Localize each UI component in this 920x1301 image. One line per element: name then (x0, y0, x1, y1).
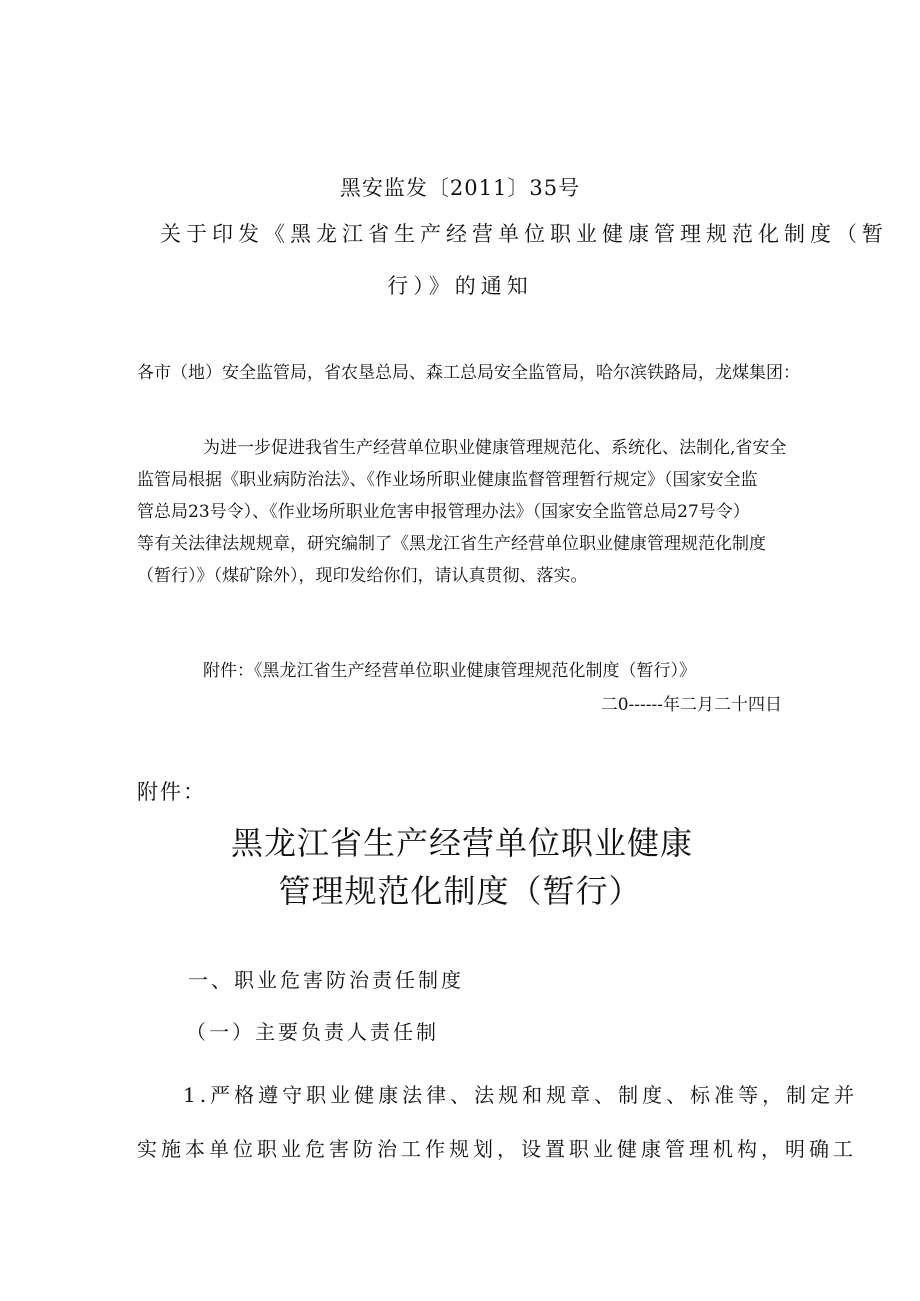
body-line: 管总局23号令）、《作业场所职业危害申报管理办法》（国家安全监管总局27号令） (137, 502, 750, 522)
attachment-title-line-1: 黑龙江省生产经营单位职业健康 (230, 824, 693, 862)
attachment-label: 附件： (137, 780, 206, 804)
notice-title-line-1: 关于印发《黑龙江省生产经营单位职业健康管理规范化制度（暂 (160, 222, 888, 246)
notice-body-paragraph (137, 432, 787, 592)
body-line: 监管局根据《职业病防治法》、《作业场所职业健康监督管理暂行规定》（国家安全监 (137, 470, 758, 490)
attachment-title-line-2: 管理规范化制度（暂行） (278, 872, 642, 910)
addressee: 各市（地）安全监管局，省农垦总局、森工总局安全监管局，哈尔滨铁路局，龙煤集团： (137, 363, 800, 383)
notice-title-line-2: 行）》的通知 (387, 274, 533, 298)
clause-line: 实施本单位职业危害防治工作规划，设置职业健康管理机构，明确工 (137, 1137, 857, 1161)
sub-section-heading: （一）主要负责人责任制 (186, 1020, 439, 1044)
issue-date: 二0------年二月二十四日 (600, 695, 782, 715)
attachment-reference: 附件：《黑龙江省生产经营单位职业健康管理规范化制度（暂行）》 (203, 661, 696, 681)
body-line: （暂行）》（煤矿除外），现印发给你们，请认真贯彻、落实。 (137, 566, 588, 586)
body-line: 为进一步促进我省生产经营单位职业健康管理规范化、系统化、法制化,省安全 (203, 438, 787, 458)
clause-line: 1.严格遵守职业健康法律、法规和规章、制度、标准等，制定并 (183, 1083, 859, 1107)
document-number: 黑安监发〔2011〕35号 (339, 176, 581, 200)
body-line: 等有关法律法规规章，研究编制了《黑龙江省生产经营单位职业健康管理规范化制度 (137, 534, 766, 554)
section-heading: 一、职业危害防治责任制度 (188, 968, 464, 992)
clause-paragraph (137, 1068, 859, 1176)
